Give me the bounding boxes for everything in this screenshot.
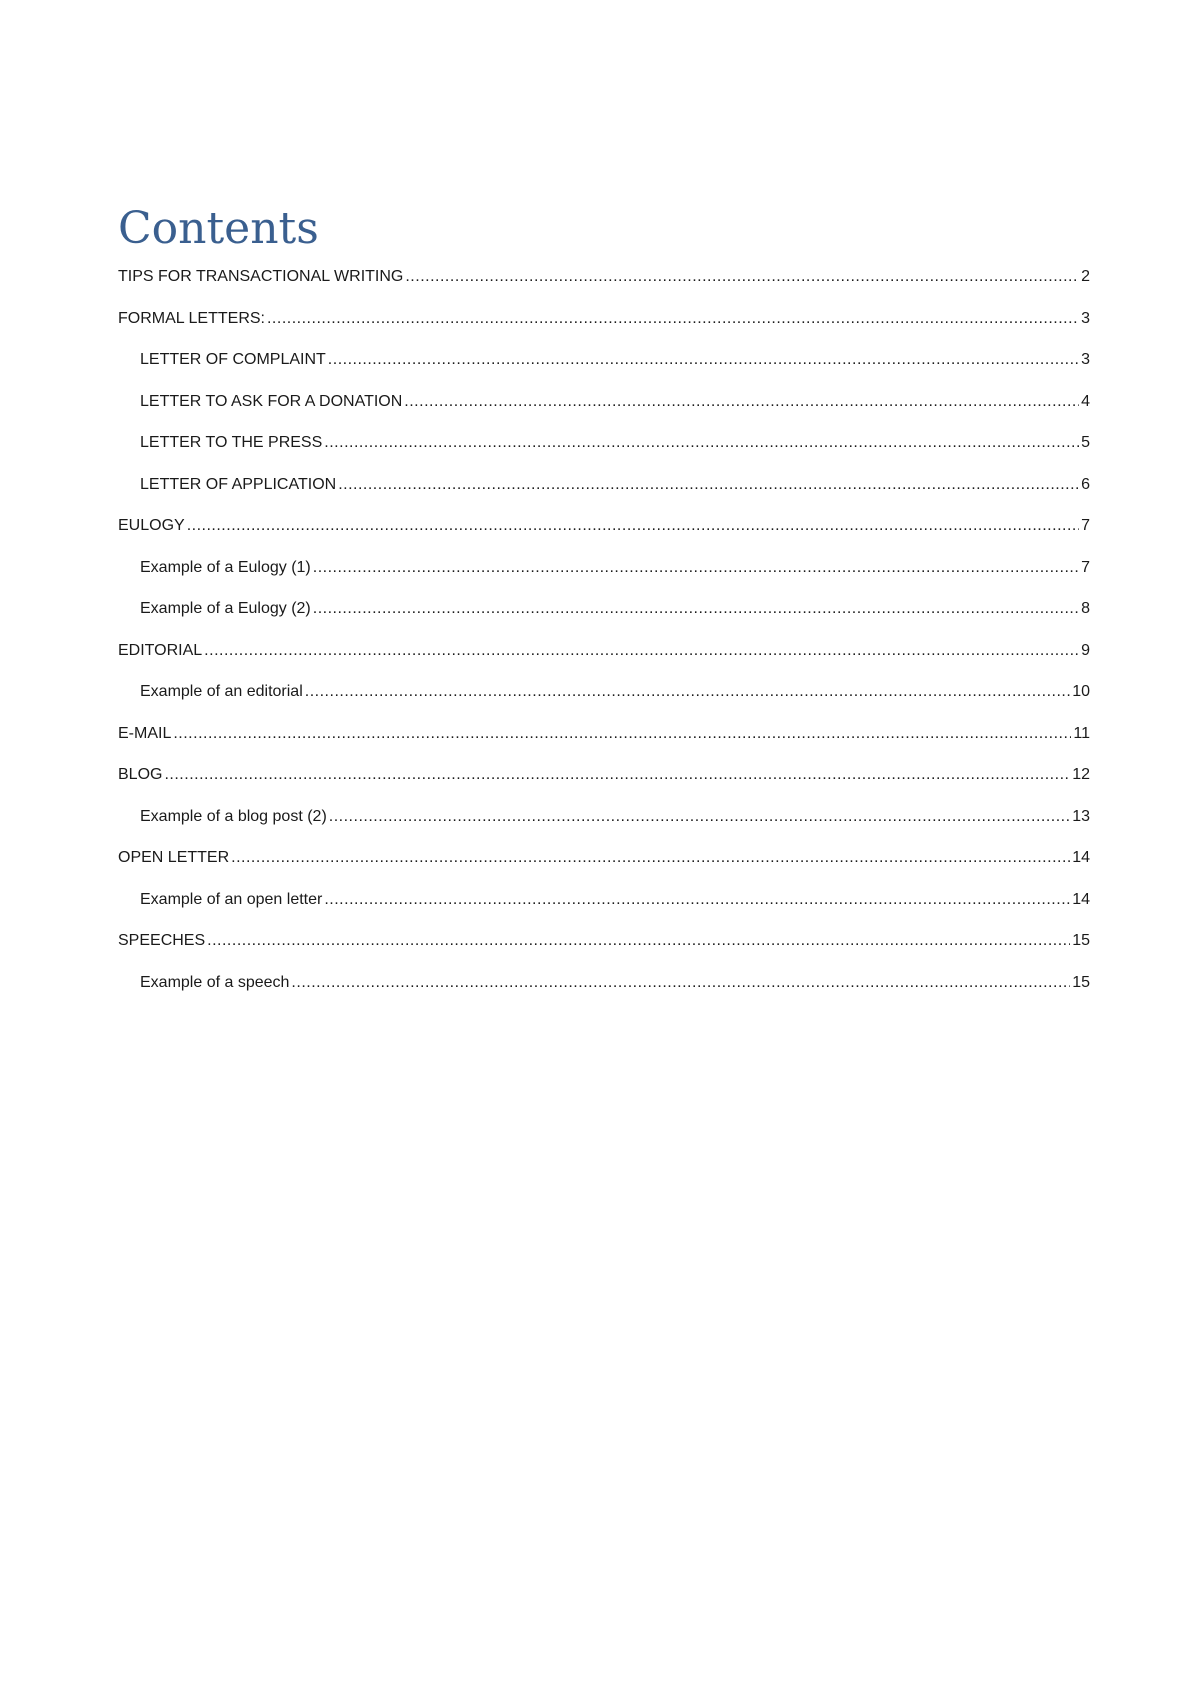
toc-entry-label: Example of a blog post (2) [140, 807, 327, 825]
toc-entry-page-number: 7 [1081, 517, 1090, 534]
toc-entry-page-number: 11 [1073, 724, 1090, 742]
toc-entry-page-number: 9 [1081, 641, 1090, 659]
toc-entry[interactable] [118, 505, 1090, 547]
toc-entry-page-number: 6 [1081, 475, 1090, 493]
toc-entry[interactable] [118, 837, 1090, 879]
toc-entry[interactable] [118, 464, 1090, 506]
toc-entry[interactable] [118, 796, 1090, 838]
toc-entry[interactable] [118, 588, 1090, 630]
toc-entry[interactable] [118, 298, 1090, 340]
toc-entry-label: TIPS FOR TRANSACTIONAL WRITING [118, 268, 404, 285]
toc-entry-page-number: 4 [1081, 392, 1090, 410]
toc-dot-leader [204, 630, 1079, 672]
toc-entry-page-number: 13 [1072, 807, 1090, 825]
page-title: Contents [118, 203, 319, 254]
toc-entry[interactable] [118, 339, 1090, 381]
toc-dot-leader [405, 256, 1079, 298]
toc-entry-label: LETTER TO THE PRESS [140, 434, 323, 451]
toc-dot-leader [328, 339, 1079, 381]
toc-entry-page-number: 10 [1072, 683, 1090, 700]
toc-entry-label: Example of a Eulogy (1) [140, 558, 311, 576]
toc-entry[interactable] [118, 713, 1090, 755]
toc-entry-page-number: 2 [1081, 268, 1090, 285]
toc-dot-leader [404, 381, 1079, 423]
toc-entry-page-number: 5 [1081, 434, 1090, 451]
toc-entry-label: OPEN LETTER [118, 849, 230, 866]
toc-entry-label: Example of a Eulogy (2) [140, 600, 311, 617]
toc-entry[interactable] [118, 754, 1090, 796]
toc-dot-leader [207, 920, 1070, 962]
toc-entry-label: E-MAIL [118, 724, 172, 742]
toc-entry-page-number: 8 [1081, 600, 1090, 617]
toc-dot-leader [173, 713, 1071, 755]
toc-entry-label: BLOG [118, 766, 163, 783]
toc-entry-page-number: 12 [1072, 766, 1090, 783]
toc-dot-leader [338, 464, 1079, 506]
toc-entry-label: SPEECHES [118, 932, 206, 949]
toc-dot-leader [231, 837, 1070, 879]
toc-entry-page-number: 7 [1081, 558, 1090, 576]
toc-dot-leader [164, 754, 1070, 796]
toc-dot-leader [329, 796, 1070, 838]
toc-dot-leader [305, 671, 1070, 713]
toc-entry-label: Example of an open letter [140, 890, 323, 908]
toc-entry[interactable] [118, 547, 1090, 589]
toc-dot-leader [324, 422, 1079, 464]
toc-dot-leader [187, 505, 1079, 547]
toc-entry-label: Example of a speech [140, 973, 290, 991]
toc-entry-page-number: 14 [1072, 849, 1090, 866]
toc-entry-page-number: 3 [1081, 351, 1090, 368]
toc-entry-label: Example of an editorial [140, 683, 303, 700]
toc-entry-page-number: 3 [1081, 309, 1090, 327]
toc-entry[interactable] [118, 422, 1090, 464]
toc-dot-leader [291, 962, 1070, 1004]
toc-entry-label: LETTER OF COMPLAINT [140, 351, 326, 368]
toc-dot-leader [324, 879, 1070, 921]
toc-entry[interactable] [118, 256, 1090, 298]
toc-dot-leader [267, 298, 1079, 340]
toc-dot-leader [313, 547, 1079, 589]
toc-entry-page-number: 15 [1072, 932, 1090, 949]
toc-entry[interactable] [118, 381, 1090, 423]
toc-entry[interactable] [118, 671, 1090, 713]
toc-entry-page-number: 14 [1072, 890, 1090, 908]
toc-entry-label: EULOGY [118, 517, 185, 534]
toc-entry[interactable] [118, 630, 1090, 672]
toc-entry[interactable] [118, 879, 1090, 921]
table-of-contents [118, 256, 1090, 1003]
toc-entry[interactable] [118, 962, 1090, 1004]
toc-entry-label: LETTER OF APPLICATION [140, 475, 337, 493]
toc-entry-label: EDITORIAL [118, 641, 203, 659]
toc-dot-leader [313, 588, 1079, 630]
toc-entry[interactable] [118, 920, 1090, 962]
toc-entry-label: LETTER TO ASK FOR A DONATION [140, 392, 403, 410]
toc-entry-label: FORMAL LETTERS: [118, 309, 265, 327]
toc-entry-page-number: 15 [1072, 973, 1090, 991]
